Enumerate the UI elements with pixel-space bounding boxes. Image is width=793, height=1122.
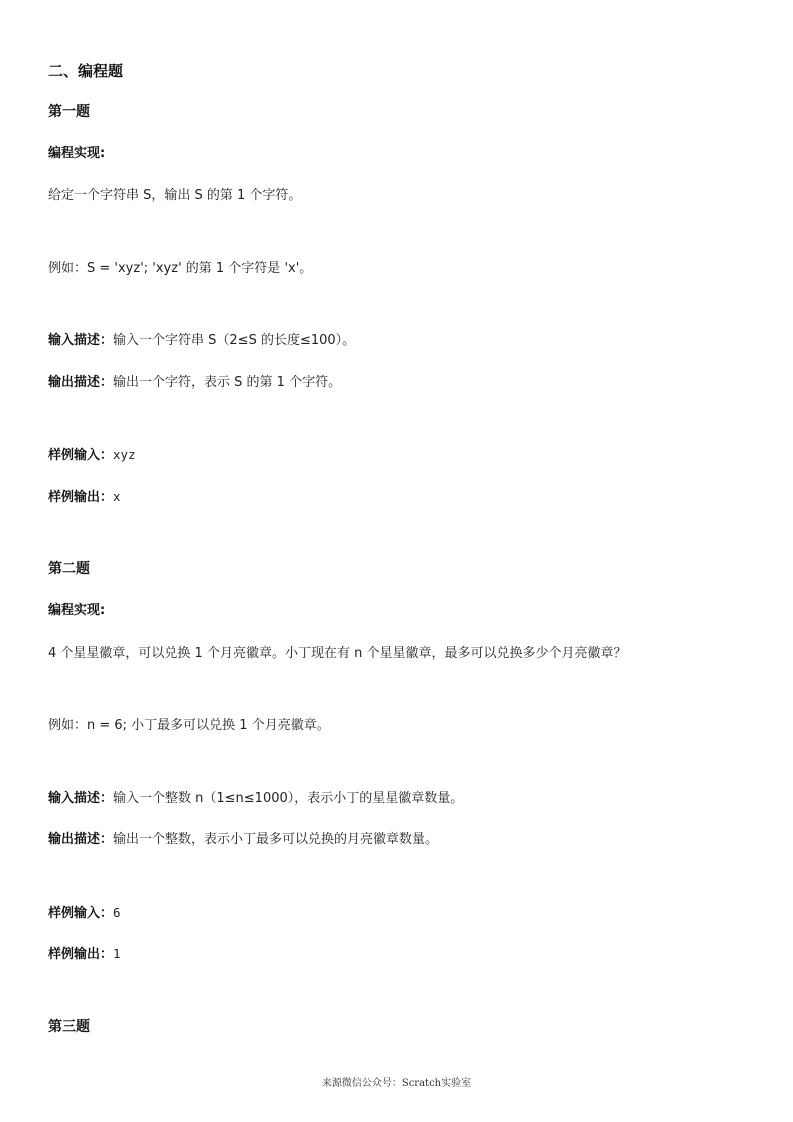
problem1-statement: 给定一个字符串 S，输出 S 的第 1 个字符。: [48, 188, 302, 203]
problem2-example: 例如：n = 6; 小丁最多可以兑换 1 个月亮徽章。: [48, 718, 330, 733]
problem2-sample-in-label: 样例输入：: [48, 906, 114, 921]
problem1-sample-in-value: xyz: [113, 447, 136, 462]
problem2-sample-output: [48, 945, 121, 964]
problem2-sample-input: [48, 904, 121, 923]
problem2-input-desc: [48, 790, 463, 808]
problem2-impl-label: 编程实现:: [48, 603, 106, 618]
problem1-output-label: 输出描述：: [48, 375, 114, 390]
problem1-example: 例如：S = 'xyz'; 'xyz' 的第 1 个字符是 'x'。: [48, 261, 313, 276]
problem1-input-text: 输入一个字符串 S（2≤S 的长度≤100）。: [113, 333, 356, 348]
problem1-sample-out-label: 样例输出：: [48, 490, 114, 505]
problem1-sample-input: [48, 446, 136, 465]
problem2-statement: 4 个星星徽章，可以兑换 1 个月亮徽章。小丁现在有 n 个星星徽章，最多可以兑换多少个月亮徽章？: [48, 646, 627, 661]
problem1-sample-in-label: 样例输入：: [48, 448, 114, 463]
problem3-title: 第三题: [48, 1019, 90, 1035]
problem2-sample-out-label: 样例输出：: [48, 947, 114, 962]
problem2-output-label: 输出描述：: [48, 832, 114, 847]
problem2-sample-in-value: 6: [113, 905, 121, 920]
problem2-title: 第二题: [48, 561, 90, 577]
problem1-sample-output: [48, 488, 121, 507]
problem1-title: 第一题: [48, 104, 90, 120]
problem1-impl-label: 编程实现:: [48, 146, 106, 161]
problem1-output-text: 输出一个字符，表示 S 的第 1 个字符。: [113, 375, 342, 390]
problem2-output-text: 输出一个整数，表示小丁最多可以兑换的月亮徽章数量。: [113, 832, 439, 847]
section-title: 二、编程题: [48, 62, 124, 80]
problem2-input-label: 输入描述：: [48, 791, 114, 806]
problem1-input-label: 输入描述：: [48, 333, 114, 348]
problem2-sample-out-value: 1: [113, 946, 121, 961]
problem1-input-desc: [48, 332, 355, 350]
problem1-output-desc: [48, 374, 341, 392]
problem2-input-text: 输入一个整数 n（1≤n≤1000），表示小丁的星星徽章数量。: [113, 791, 464, 806]
problem2-output-desc: [48, 831, 438, 849]
page-footer: 来源微信公众号：Scratch实验室: [321, 1078, 472, 1089]
problem1-sample-out-value: x: [113, 489, 121, 504]
